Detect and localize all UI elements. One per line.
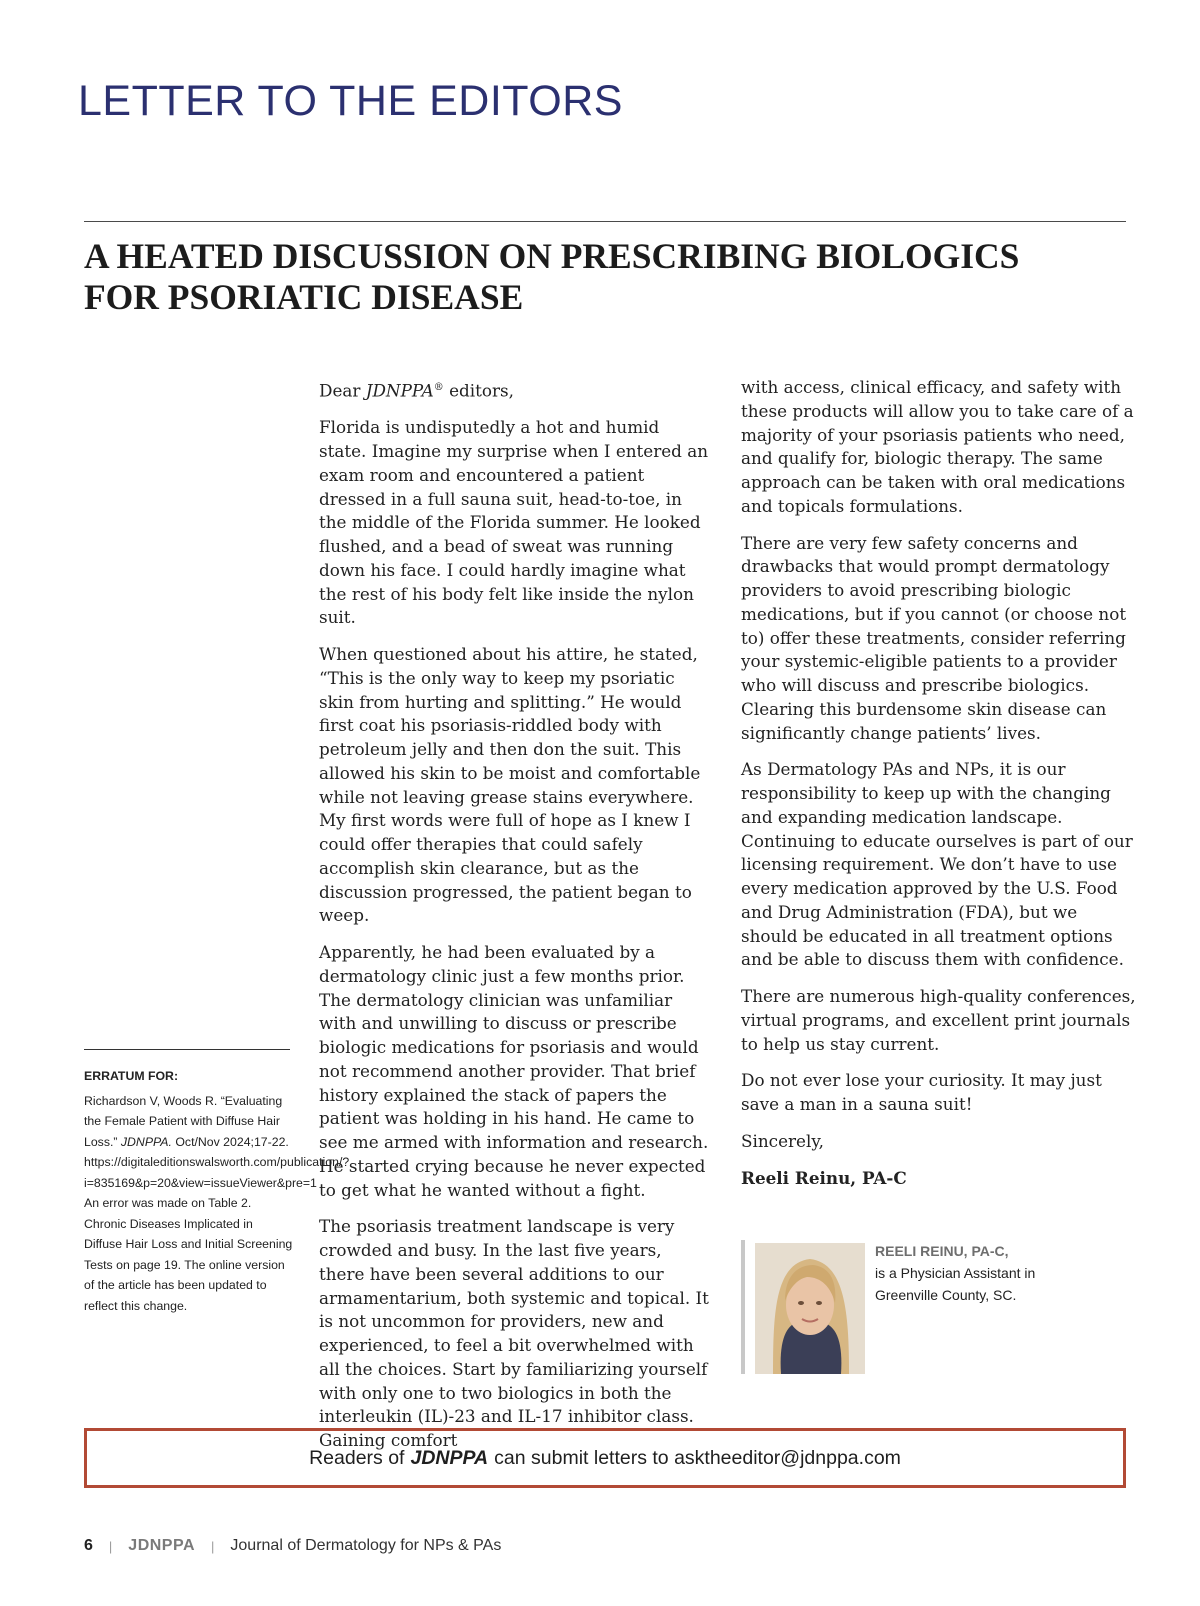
headline-line-2: FOR PSORIATIC DISEASE: [84, 277, 524, 317]
erratum-citation: [84, 1091, 350, 1194]
footer-separator: |: [211, 1538, 215, 1554]
letter-column-1: [319, 376, 709, 1453]
erratum-heading: ERRATUM FOR:: [84, 1069, 179, 1083]
letter-paragraph: The psoriasis treatment landscape is very crowded and busy. In the last five years, there have been several additions to our armamentarium, both systemic and topical. It is not uncommon for providers, new and experienced, to feel a bit overwhelmed with all the choices. Start by familiarizing yourself with only one to two biologics in both the interleukin (IL)-23 and IL-17 inhibitor class. Gaining comfort: [319, 1216, 709, 1451]
erratum-citation-details: Oct/Nov 2024;17-22. https://digitaleditionswalsworth.com/publication/?i=835169&p=20&view=issueViewer&pre=1: [84, 1134, 350, 1190]
author-bio-line-2: Greenville County, SC.: [875, 1287, 1017, 1303]
salutation-mark: ®: [433, 382, 444, 393]
author-name: REELI REINU, PA-C,: [875, 1243, 1009, 1259]
author-photo: [755, 1243, 865, 1374]
callout-text-post: can submit letters to asktheeditor@jdnppa.com: [494, 1446, 901, 1469]
salutation-journal: JDNPPA: [365, 380, 434, 401]
headline-line-1: A HEATED DISCUSSION ON PRESCRIBING BIOLOGICS: [84, 236, 1020, 276]
article-headline: [84, 236, 1124, 318]
letter-paragraph: Apparently, he had been evaluated by a dermatology clinic just a few months prior. The dermatology clinician was unfamiliar with and unwilling to discuss or prescribe biologic medications for psoriasis and would not recommend another provider. That brief history explained the stack of papers the patient was holding in his hand. He came to see me armed with information and research. He started crying because he never expected to get what he wanted without a fight.: [319, 942, 709, 1200]
page-footer: [84, 1537, 501, 1555]
erratum-box: [84, 1066, 350, 1316]
letter-paragraph: As Dermatology PAs and NPs, it is our responsibility to keep up with the changing and expanding medication landscape. Continuing to educate ourselves is part of our licensing requirement. We don’t have to use every medication approved by the U.S. Food and Drug Administration (FDA), but we should be educated in all treatment options and be able to discuss them with confidence.: [741, 759, 1133, 970]
callout-text-pre: Readers of: [309, 1446, 405, 1469]
page-number: 6: [84, 1537, 93, 1554]
letter-paragraph: with access, clinical efficacy, and safety with these products will allow you to take care of a majority of your psoriasis patients who need, and qualify for, biologic therapy. The same approach can be taken with oral medications and topicals formulations.: [741, 377, 1134, 516]
submission-callout: [84, 1428, 1126, 1488]
salutation-post: editors,: [443, 380, 514, 401]
author-bio-text: [875, 1240, 1095, 1306]
letter-paragraph: Florida is undisputedly a hot and humid state. Imagine my surprise when I entered an exam room and encountered a patient dressed in a full sauna suit, head-to-toe, in the middle of the Florida summer. He looked flushed, and a bead of sweat was running down his face. I could hardly imagine what the rest of his body felt like inside the nylon suit.: [319, 417, 709, 628]
author-portrait-image: [755, 1243, 865, 1374]
top-divider: [84, 221, 1126, 222]
letter-paragraph: There are very few safety concerns and drawbacks that would prompt dermatology providers to avoid prescribing biologic medications, but if you cannot (or choose not to) offer these treatments, consider referring your systemic-eligible patients to a provider who will discuss and prescribe biologics. Clearing this burdensome skin disease can significantly change patients’ lives.: [741, 532, 1127, 743]
salutation-pre: Dear: [319, 380, 366, 401]
letter-paragraph: Do not ever lose your curiosity. It may just save a man in a sauna suit!: [741, 1070, 1102, 1114]
erratum-note: An error was made on Table 2. Chronic Diseases Implicated in Diffuse Hair Loss and Initial Screening Tests on page 19. The online version of the article has been updated to reflect this change.: [84, 1196, 293, 1313]
section-label: LETTER TO THE EDITORS: [78, 77, 623, 125]
letter-paragraph: There are numerous high-quality conferences, virtual programs, and excellent print journals to help us stay current.: [741, 986, 1136, 1054]
footer-separator: |: [108, 1538, 113, 1554]
author-bio: [741, 1240, 1101, 1374]
footer-journal-abbr: JDNPPA: [128, 1537, 196, 1554]
letter-paragraph: When questioned about his attire, he stated, “This is the only way to keep my psoriatic skin from hurting and splitting.” He would first coat his psoriasis-riddled body with petroleum jelly and then don the suit. This allowed his skin to be moist and comfortable while not leaving grease stains everywhere. My first words were full of hope as I knew I could offer therapies that could safely accomplish skin clearance, but as the discussion progressed, the patient began to weep.: [319, 644, 701, 926]
letter-signature: Reeli Reinu, PA-C: [741, 1167, 907, 1188]
letter-column-2: [741, 376, 1136, 1203]
footer-journal-full: Journal of Dermatology for NPs & PAs: [230, 1537, 502, 1554]
letter-closing: Sincerely,: [741, 1130, 824, 1151]
erratum-divider: [84, 1049, 290, 1050]
author-bio-accent-bar: [741, 1240, 745, 1374]
erratum-citation-text: Richardson V, Woods R. “Evaluating the Female Patient with Diffuse Hair Loss.”: [84, 1093, 283, 1149]
erratum-citation-journal: JDNPPA.: [120, 1134, 172, 1149]
author-bio-line-1: is a Physician Assistant in: [875, 1265, 1036, 1281]
callout-brand: JDNPPA: [410, 1446, 489, 1469]
letter-salutation: [319, 376, 709, 403]
